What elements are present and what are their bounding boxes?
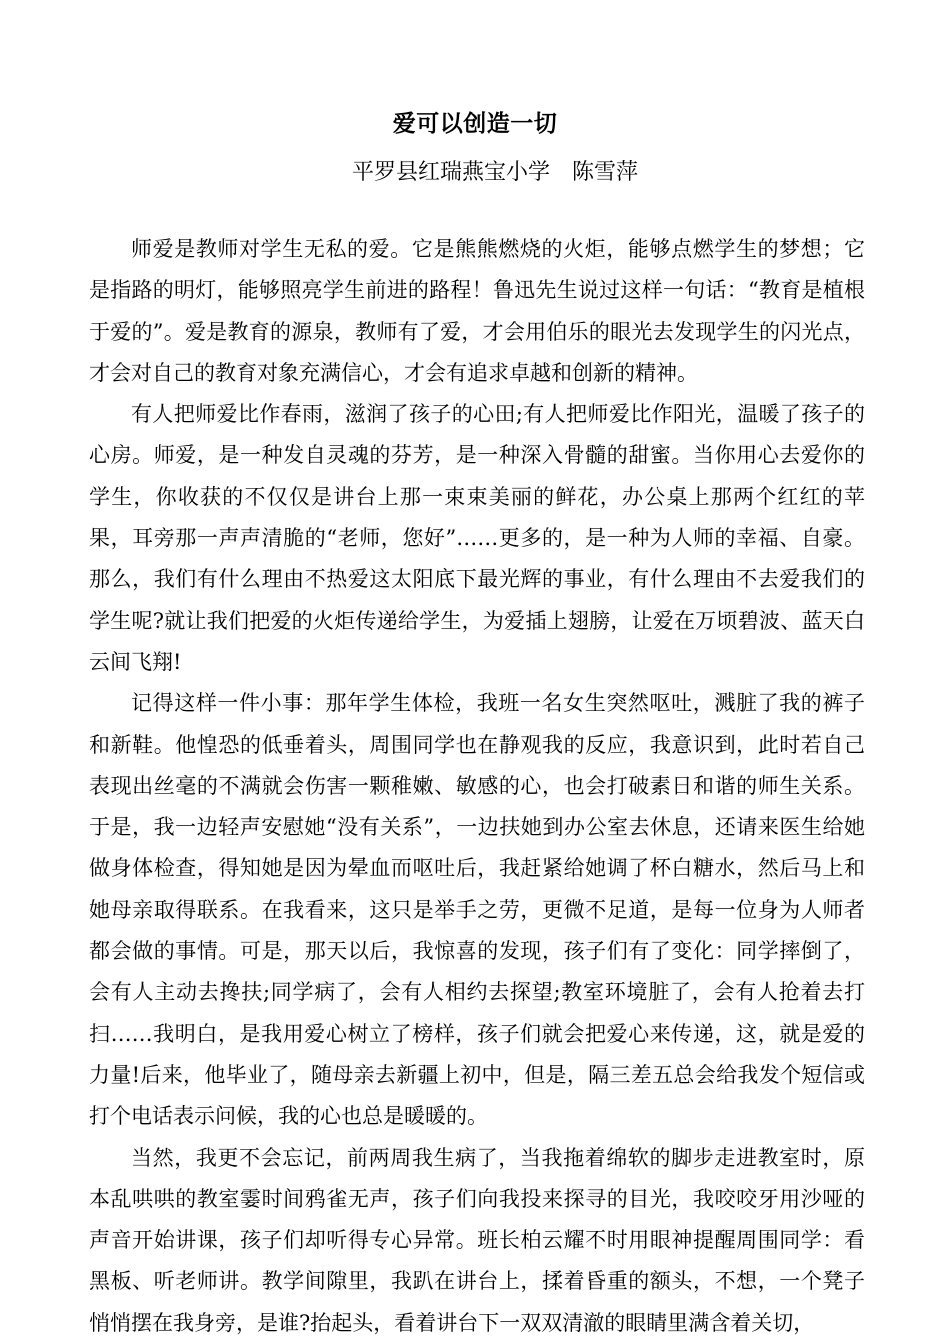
paragraph: 当然，我更不会忘记，前两周我生病了，当我拖着绵软的脚步走进教室时，原本乱哄哄的教室霎时间鸦雀无声，孩子们向我投来探寻的目光，我咬咬牙用沙哑的声音开始讲课，孩子们却听得专心异常。班长柏云耀不时用眼神提醒周围同学：看黑板、听老师讲。教学间隙里，我趴在讲台上，揉着昏重的额头，不想，一个凳子悄悄摆在我身旁，是谁?抬起头，看着讲台下一双双清澈的眼睛里满含着关切， bbox=[89, 1145, 865, 1335]
paragraph: 记得这样一件小事：那年学生体检，我班一名女生突然呕吐，溅脏了我的裤子和新鞋。他惶恐的低垂着头，周围同学也在静观我的反应，我意识到，此时若自己表现出丝毫的不满就会伤害一颗稚嫩、敏感的心，也会打破素日和谐的师生关系。于是，我一边轻声安慰她“没有关系”，一边扶她到办公室去休息，还请来医生给她做身体检查，得知她是因为晕血而呕吐后，我赶紧给她调了杯白糖水，然后马上和她母亲取得联系。在我看来，这只是举手之劳，更微不足道，是每一位身为人师者都会做的事情。可是，那天以后，我惊喜的发现，孩子们有了变化：同学摔倒了，会有人主动去搀扶;同学病了，会有人相约去探望;教室环境脏了，会有人抢着去打扫……我明白，是我用爱心树立了榜样，孩子们就会把爱心来传递，这，就是爱的力量!后来，他毕业了，随母亲去新疆上初中，但是，隔三差五总会给我发个短信或打个电话表示问候，我的心也总是暖暖的。 bbox=[89, 691, 865, 1129]
document-title: 爱可以创造一切 bbox=[392, 110, 558, 137]
paragraph: 有人把师爱比作春雨，滋润了孩子的心田;有人把师爱比作阳光，温暖了孩子的心房。师爱，是一种发自灵魂的芬芳，是一种深入骨髓的甜蜜。当你用心去爱你的学生，你收获的不仅仅是讲台上那一束束美丽的鲜花，办公桌上那两个红红的苹果，耳旁那一声声清脆的“老师，您好”……更多的，是一种为人师的幸福、自豪。那么，我们有什么理由不热爱这太阳底下最光辉的事业，有什么理由不去爱我们的学生呢?就让我们把爱的火炬传递给学生，为爱插上翅膀，让爱在万顷碧波、蓝天白云间飞翔! bbox=[89, 402, 865, 674]
paragraph: 师爱是教师对学生无私的爱。它是熊熊燃烧的火炬，能够点燃学生的梦想；它是指路的明灯，能够照亮学生前进的路程！鲁迅先生说过这样一句话：“教育是植根于爱的”。爱是教育的源泉，教师有了爱，才会用伯乐的眼光去发现学生的闪光点，才会对自己的教育对象充满信心，才会有追求卓越和创新的精神。 bbox=[89, 237, 865, 385]
document-byline: 平罗县红瑞燕宝小学 陈雪萍 bbox=[351, 160, 638, 185]
document-body bbox=[89, 229, 865, 1344]
